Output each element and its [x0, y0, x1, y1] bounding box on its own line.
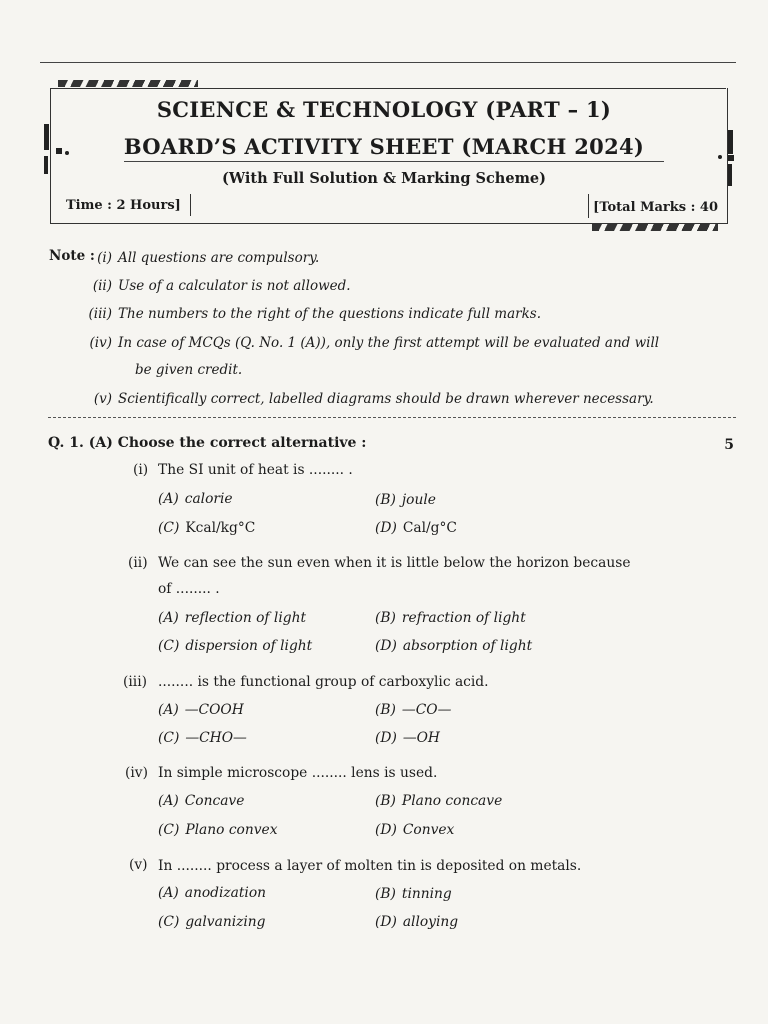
note-item-text: In case of MCQs (Q. No. 1 (A)), only the first attempt will be evaluated and will — [118, 335, 660, 351]
option-label: (C) — [158, 914, 180, 930]
option-label: (D) — [375, 730, 397, 746]
option-label: (D) — [375, 914, 397, 930]
note-item-continuation: be given credit. — [135, 362, 243, 378]
note-item-number: (ii) — [92, 278, 112, 294]
option[interactable] — [158, 885, 266, 901]
item-text: In simple microscope ........ lens is used. — [158, 765, 438, 781]
item-text: ........ is the functional group of carboxylic acid. — [158, 674, 489, 690]
option-text: absorption of light — [402, 638, 533, 654]
hatch-decoration-bottom — [592, 224, 718, 231]
option[interactable] — [375, 638, 532, 654]
note-item-text: The numbers to the right of the questions indicate full marks. — [118, 306, 542, 322]
option[interactable] — [375, 886, 452, 902]
option-text: dispersion of light — [185, 638, 313, 654]
title-line-1: SCIENCE & TECHNOLOGY (PART – 1) — [156, 97, 612, 122]
option-text: reflection of light — [184, 610, 307, 626]
option-label: (A) — [158, 491, 179, 507]
option-label: (B) — [375, 702, 396, 718]
option-label: (D) — [375, 520, 397, 536]
option-label: (D) — [375, 638, 397, 654]
option-text: —CO— — [401, 702, 452, 718]
note-item — [82, 250, 319, 266]
note-item-number: (iv) — [89, 335, 112, 351]
option[interactable] — [375, 822, 454, 838]
option-label: (C) — [158, 638, 180, 654]
item-text-continuation: of ........ . — [158, 581, 220, 597]
option-text: galvanizing — [185, 914, 266, 930]
option-label: (C) — [158, 822, 180, 838]
question-title: (A) Choose the correct alternative : — [88, 435, 367, 451]
option-text: Convex — [402, 822, 455, 838]
option-text: refraction of light — [401, 610, 526, 626]
option-label: (A) — [158, 702, 179, 718]
option[interactable] — [158, 793, 244, 809]
note-item-text: Use of a calculator is not allowed. — [118, 278, 351, 294]
option[interactable] — [158, 914, 266, 930]
option[interactable] — [375, 520, 457, 536]
option-text: —CHO— — [185, 730, 247, 746]
option-label: (B) — [375, 492, 396, 508]
option-label: (D) — [375, 822, 397, 838]
option[interactable] — [158, 520, 255, 536]
option-label: (A) — [158, 885, 179, 901]
option[interactable] — [158, 638, 312, 654]
option-text: Cal/g°C — [402, 520, 457, 536]
option-label: (A) — [158, 793, 179, 809]
option[interactable] — [375, 702, 451, 718]
item-number: (v) — [129, 857, 148, 873]
item-text: We can see the sun even when it is little below the horizon because — [158, 555, 631, 571]
note-label: Note : — [49, 248, 95, 264]
option-label: (B) — [375, 886, 396, 902]
dashed-separator — [48, 417, 736, 418]
option[interactable] — [158, 822, 278, 838]
option-text: Concave — [184, 793, 245, 809]
option-text: anodization — [184, 885, 267, 901]
note-item — [82, 306, 541, 322]
top-rule — [40, 62, 736, 63]
note-item-text: Scientifically correct, labelled diagrams should be drawn wherever necessary. — [118, 391, 654, 407]
item-text: The SI unit of heat is ........ . — [158, 462, 353, 478]
hatch-decoration-top — [58, 80, 198, 87]
title-underline — [124, 161, 664, 162]
option[interactable] — [158, 491, 233, 507]
option-label: (B) — [375, 610, 396, 626]
time-label: Time : 2 Hours] — [66, 198, 181, 213]
option[interactable] — [375, 730, 440, 746]
option-text: joule — [401, 492, 436, 508]
option-text: —COOH — [184, 702, 244, 718]
title-line-2: BOARD’S ACTIVITY SHEET (MARCH 2024) — [123, 134, 645, 159]
note-item-text: All questions are compulsory. — [118, 250, 320, 266]
option[interactable] — [158, 610, 306, 626]
note-item-number: (i) — [97, 250, 112, 266]
option-text: calorie — [184, 491, 233, 507]
option[interactable] — [375, 492, 436, 508]
option[interactable] — [375, 610, 526, 626]
option-label: (B) — [375, 793, 396, 809]
item-number: (iv) — [125, 765, 148, 781]
note-item — [82, 335, 659, 351]
option-text: Kcal/kg°C — [185, 520, 256, 536]
option-label: (C) — [158, 730, 180, 746]
option-text: tinning — [401, 886, 452, 902]
option-text: —OH — [402, 730, 440, 746]
item-number: (i) — [133, 462, 149, 478]
note-item — [82, 391, 654, 407]
note-item-number: (v) — [93, 391, 112, 407]
note-item — [82, 278, 351, 294]
option-label: (C) — [158, 520, 180, 536]
question-number: Q. 1. — [48, 435, 84, 451]
option[interactable] — [158, 730, 247, 746]
subtitle: (With Full Solution & Marking Scheme) — [222, 170, 546, 187]
option-text: Plano concave — [401, 793, 503, 809]
option[interactable] — [375, 793, 502, 809]
question-marks: 5 — [724, 437, 734, 453]
option[interactable] — [375, 914, 458, 930]
option[interactable] — [158, 702, 244, 718]
option-text: alloying — [402, 914, 459, 930]
item-number: (ii) — [128, 555, 148, 571]
total-marks-label: [Total Marks : 40 — [593, 200, 718, 215]
option-label: (A) — [158, 610, 179, 626]
note-item-number: (iii) — [88, 306, 112, 322]
question-heading — [48, 435, 366, 451]
item-text: In ........ process a layer of molten tin is deposited on metals. — [158, 858, 582, 874]
item-number: (iii) — [123, 674, 148, 690]
option-text: Plano convex — [185, 822, 278, 838]
